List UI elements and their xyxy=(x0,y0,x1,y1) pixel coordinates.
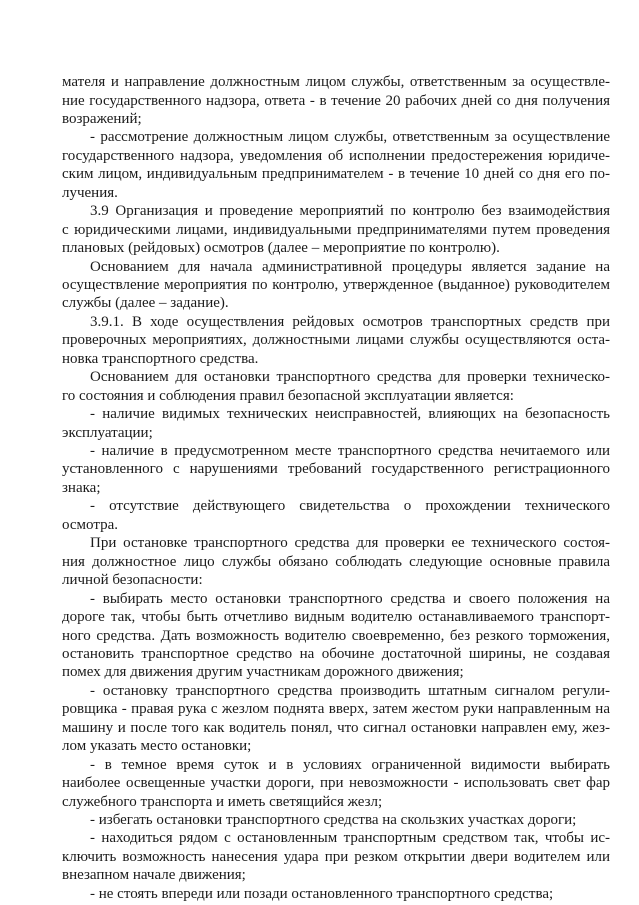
text-line: При остановке транспортного средства для проверки ее технического состоя- xyxy=(90,535,610,552)
text-line: ние государственного надзора, ответа - в течение 20 рабочих дней со дня получения xyxy=(62,92,610,109)
text-line: эксплуатации; xyxy=(62,424,153,441)
text-line: - не стоять впереди или позади остановленного транспортного средства; xyxy=(90,885,554,902)
text-line: установленного с нарушениями требований государственного регистрационного xyxy=(62,461,610,478)
text-line: служебного транспорта и иметь светящийся жезл; xyxy=(62,793,383,810)
text-line: - наличие видимых технических неисправностей, влияющих на безопасность xyxy=(90,406,610,423)
text-line: возражений; xyxy=(62,110,142,127)
text-line: - рассмотрение должностным лицом службы, ответственным за осуществление xyxy=(90,129,610,146)
text-line: - находиться рядом с остановленным транспортным средством так, чтобы ис- xyxy=(90,830,610,847)
text-line: личной безопасности: xyxy=(62,572,203,589)
text-line: помех для движения другим участникам дорожного движения; xyxy=(62,664,464,681)
text-line: внезапном начале движения; xyxy=(62,867,246,884)
text-line: осуществление мероприятия по контролю, утвержденное (выданное) руководителем xyxy=(62,276,610,293)
text-line: мателя и направление должностным лицом службы, ответственным за осуществле- xyxy=(62,74,610,90)
text-line: Основанием для начала административной процедуры является задание на xyxy=(90,258,610,275)
text-line: ским лицом, индивидуальным предпринимателем - в течение 10 дней со дня его по- xyxy=(62,166,610,183)
text-line: осмотра. xyxy=(62,516,118,533)
text-line: ровщика - правая рука с жезлом поднята вверх, затем жестом руки направленным на xyxy=(62,701,610,718)
text-line: лом указать место остановки; xyxy=(62,738,252,755)
text-line: ния должностное лицо службы обязано соблюдать следующие основные правила xyxy=(62,553,610,570)
text-line: машину и после того как водитель понял, что сигнал остановки направлен ему, жез- xyxy=(62,719,610,736)
text-line: ного средства. Дать возможность водителю своевременно, без резкого торможения, xyxy=(62,627,610,644)
text-line: 3.9 Организация и проведение мероприятий по контролю без взаимодействия xyxy=(90,203,610,220)
text-line: новка транспортного средства. xyxy=(62,350,259,367)
text-line: лучения. xyxy=(62,184,118,201)
text-line: знака; xyxy=(62,479,101,496)
text-line: службы (далее – задание). xyxy=(62,295,229,312)
text-line: остановить транспортное средство на обочине достаточной ширины, не создавая xyxy=(62,645,610,662)
text-line: 3.9.1. В ходе осуществления рейдовых осмотров транспортных средств при xyxy=(90,313,610,330)
text-line: государственного надзора, уведомления об исполнении предостережения юридиче- xyxy=(62,147,610,164)
text-line: - отсутствие действующего свидетельства о прохождении технического xyxy=(90,498,610,515)
text-line: с юридическими лицами, индивидуальными предпринимателями путем проведения xyxy=(62,221,610,238)
text-line: го состояния и соблюдения правил безопасной эксплуатации является: xyxy=(62,387,514,404)
text-line: - выбирать место остановки транспортного средства и своего положения на xyxy=(90,590,610,607)
text-line: - избегать остановки транспортного средства на скользких участках дороги; xyxy=(90,812,577,828)
text-line: дороге так, чтобы быть отчетливо видным водителю останавливаемого транспорт- xyxy=(62,609,610,625)
text-line: - в темное время суток и в условиях ограниченной видимости выбирать xyxy=(90,756,610,773)
text-line: плановых (рейдовых) осмотров (далее – мероприятие по контролю). xyxy=(62,240,500,256)
text-line: проверочных мероприятиях, должностными лицами службы осуществляются оста- xyxy=(62,332,610,349)
text-line: наиболее освещенные участки дороги, при невозможности - использовать свет фар xyxy=(62,775,610,792)
text-line: - наличие в предусмотренном месте транспортного средства нечитаемого или xyxy=(90,443,610,459)
text-line: ключить возможность нанесения удара при резком открытии двери водителем или xyxy=(62,848,610,865)
text-line: - остановку транспортного средства производить штатным сигналом регули- xyxy=(90,682,610,699)
text-line: Основанием для остановки транспортного средства для проверки техническо- xyxy=(90,369,610,386)
